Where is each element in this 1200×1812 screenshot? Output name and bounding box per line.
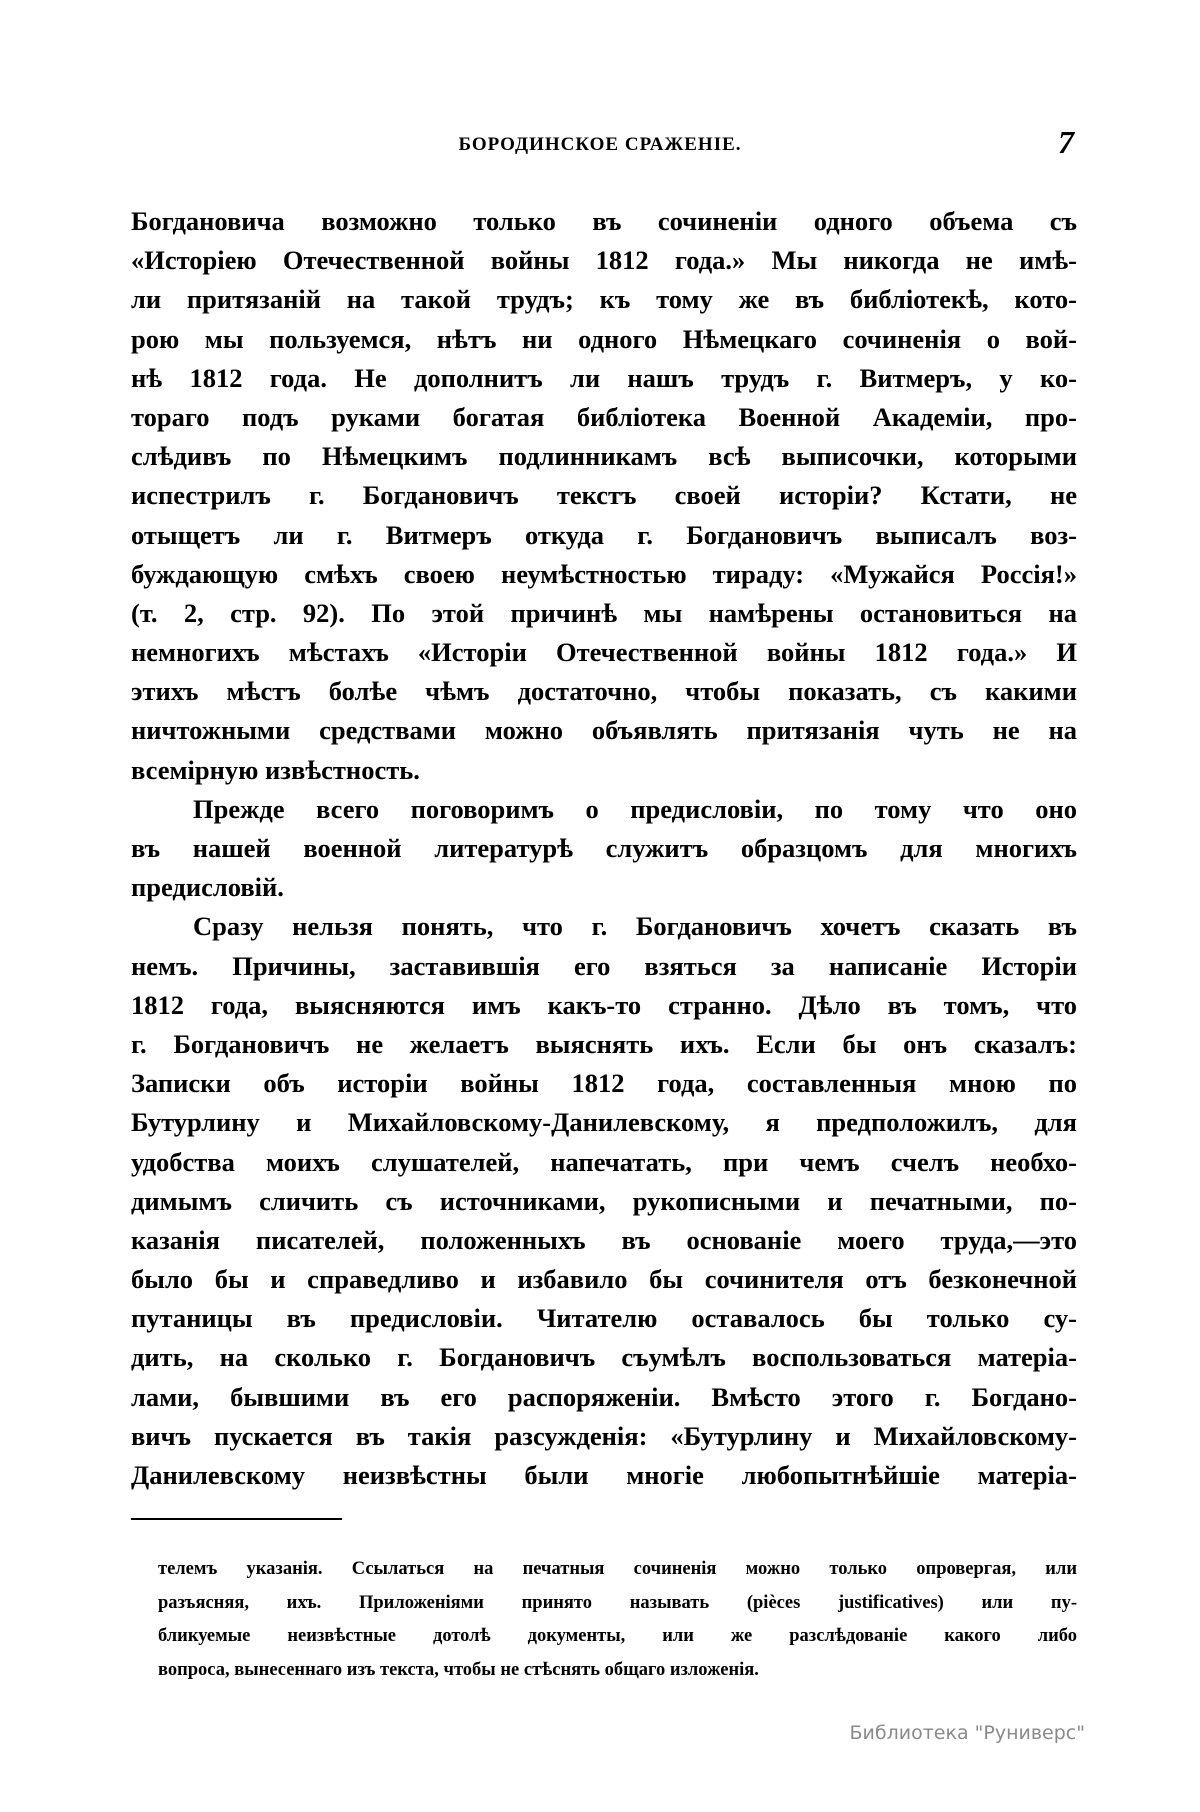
- text-line: «Исторіею Отечественной войны 1812 года.» Мы никогда не имѣ-: [131, 245, 1077, 276]
- text-line: отыщетъ ли г. Витмеръ откуда г. Богдановичъ выписалъ воз-: [131, 519, 1077, 550]
- running-title: БОРОДИНСКОЕ СРАЖЕНІЕ.: [458, 134, 742, 155]
- text-line: всемірную извѣстность.: [131, 754, 420, 785]
- text-line: слѣдивъ по Нѣмецкимъ подлинникамъ всѣ выписочки, которыми: [131, 441, 1077, 472]
- text-line: ли притязаній на такой трудъ; къ тому же въ библіотекѣ, кото-: [131, 284, 1077, 315]
- text-line: Данилевскому неизвѣстны были многіе любопытнѣйшіе матеріа-: [131, 1460, 1077, 1490]
- page-number: 7: [1058, 124, 1074, 160]
- text-line: тораго подъ руками богатая библіотека Военной Академіи, про-: [131, 401, 1077, 432]
- footnote-divider: [131, 1518, 342, 1520]
- text-line: г. Богдановичъ не желаетъ выяснять ихъ. Если бы онъ сказалъ:: [131, 1028, 1077, 1059]
- text-line: Сразу нельзя понять, что г. Богдановичъ хочетъ сказать въ: [193, 911, 1077, 942]
- text-line: было бы и справедливо и избавило бы сочинителя отъ безконечной: [131, 1264, 1077, 1295]
- text-line: рою мы пользуемся, нѣтъ ни одного Нѣмецкаго сочиненія о вой-: [131, 323, 1077, 354]
- text-line: этихъ мѣстъ болѣе чѣмъ достаточно, чтобы показать, съ какими: [131, 676, 1077, 707]
- text-line: Записки объ исторіи войны 1812 года, составленныя мною по: [131, 1068, 1077, 1099]
- paragraph: [131, 202, 1077, 790]
- text-line: нѣ 1812 года. Не дополнитъ ли нашъ трудъ г. Витмеръ, у ко-: [131, 362, 1077, 393]
- text-line: дить, на сколько г. Богдановичъ съумѣлъ воспользоваться матеріа-: [131, 1342, 1077, 1373]
- text-line: испестрилъ г. Богдановичъ текстъ своей исторіи? Кстати, не: [131, 480, 1077, 511]
- text-line: немъ. Причины, заставившія его взяться за написаніе Исторіи: [131, 950, 1077, 981]
- text-line: Бутурлину и Михайловскому-Данилевскому, я предположилъ, для: [131, 1107, 1077, 1138]
- footnote-line: телемъ указанія. Ссылаться на печатныя сочиненія можно только опровергая, или: [158, 1559, 1077, 1579]
- text-line: въ нашей военной литературѣ служитъ образцомъ для многихъ: [131, 833, 1077, 863]
- footnote-line: разъясняя, ихъ. Приложеніями принято называть (pièces justificatives) или пу-: [158, 1592, 1077, 1613]
- text-line: буждающую смѣхъ своею неумѣстностью тираду: «Мужайся Россія!»: [131, 558, 1077, 589]
- body-text: [131, 202, 1077, 1495]
- text-line: предисловій.: [131, 872, 284, 903]
- text-line: удобства моихъ слушателей, напечатать, при чемъ счелъ необхо-: [131, 1146, 1077, 1177]
- footnote-line: вопроса, вынесеннаго изъ текста, чтобы не стѣснять общаго изложенія.: [158, 1659, 759, 1680]
- text-line: Богдановича возможно только въ сочиненіи одного объема съ: [131, 206, 1077, 236]
- paragraph: [131, 790, 1077, 908]
- text-line: казанія писателей, положенныхъ въ основаніе моего труда,—это: [131, 1224, 1077, 1255]
- text-line: лами, бывшими въ его распоряженіи. Вмѣсто этого г. Богдано-: [131, 1381, 1077, 1412]
- footnote: [158, 1553, 1077, 1687]
- text-line: 1812 года, выясняются имъ какъ-то странно. Дѣло въ томъ, что: [131, 989, 1077, 1020]
- text-line: немногихъ мѣстахъ «Исторіи Отечественной войны 1812 года.» И: [131, 637, 1077, 668]
- text-line: вичъ пускается въ такія разсужденія: «Бутурлину и Михайловскому-: [131, 1420, 1077, 1451]
- paragraph: [131, 907, 1077, 1495]
- text-line: (т. 2, стр. 92). По этой причинѣ мы намѣрены остановиться на: [131, 597, 1077, 628]
- text-line: ничтожными средствами можно объявлять притязанія чуть не на: [131, 715, 1077, 746]
- text-line: Прежде всего поговоримъ о предисловіи, по тому что оно: [193, 793, 1077, 824]
- text-line: путаницы въ предисловіи. Читателю оставалось бы только су-: [131, 1303, 1077, 1334]
- text-line: димымъ сличить съ источниками, рукописными и печатными, по-: [131, 1185, 1077, 1216]
- footnote-line: бликуемые неизвѣстные дотолѣ документы, или же разслѣдованіе какого либо: [158, 1626, 1077, 1646]
- library-watermark: Библиотека "Руниверс": [849, 1722, 1085, 1744]
